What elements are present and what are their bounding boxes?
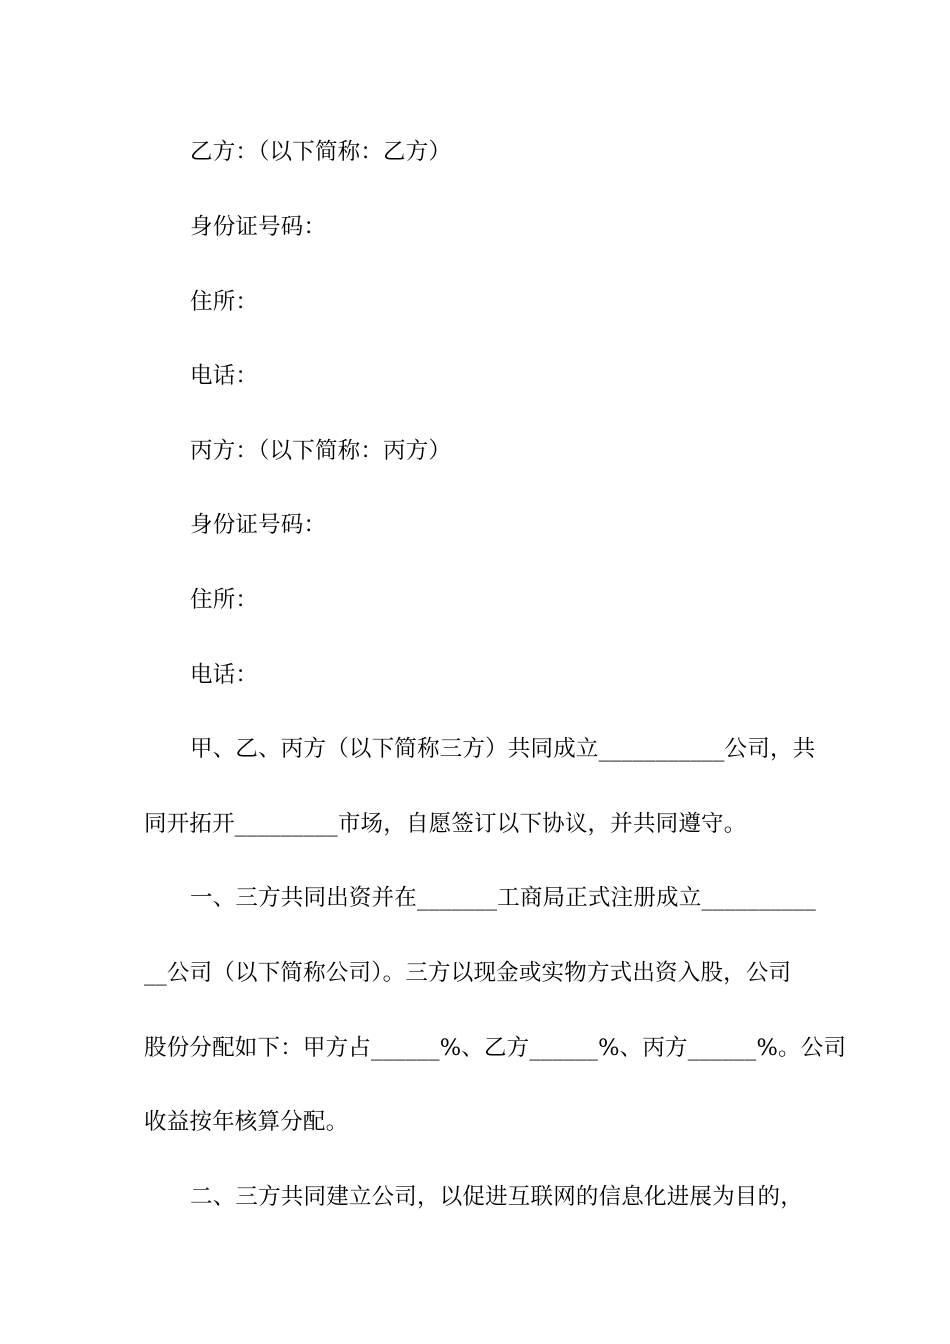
party-c-phone: 电话：	[190, 662, 259, 688]
preamble-line-1: 甲、乙、丙方（以下简称三方）共同成立___________公司，共	[190, 736, 816, 762]
party-b-phone: 电话：	[190, 363, 259, 389]
party-c-id-number: 身份证号码：	[190, 512, 327, 538]
clause-1-line-3: 股份分配如下：甲方占______%、乙方______%、丙方______%。公司	[144, 1035, 847, 1061]
party-c-address: 住所：	[190, 587, 259, 613]
preamble-line-2: 同开拓开_________市场，自愿签订以下协议，并共同遵守。	[144, 811, 747, 837]
party-b-heading: 乙方：（以下简称：乙方）	[190, 139, 452, 165]
clause-2-line-1: 二、三方共同建立公司，以促进互联网的信息化进展为目的，	[190, 1184, 803, 1210]
party-b-id-number: 身份证号码：	[190, 214, 327, 240]
clause-1-line-4: 收益按年核算分配。	[144, 1109, 349, 1135]
party-b-address: 住所：	[190, 289, 259, 315]
clause-1-line-2: __公司（以下简称公司）。三方以现金或实物方式出资入股，公司	[144, 960, 792, 986]
clause-1-line-1: 一、三方共同出资并在_______工商局正式注册成立__________	[190, 885, 816, 911]
party-c-heading: 丙方：（以下简称：丙方）	[190, 438, 452, 464]
